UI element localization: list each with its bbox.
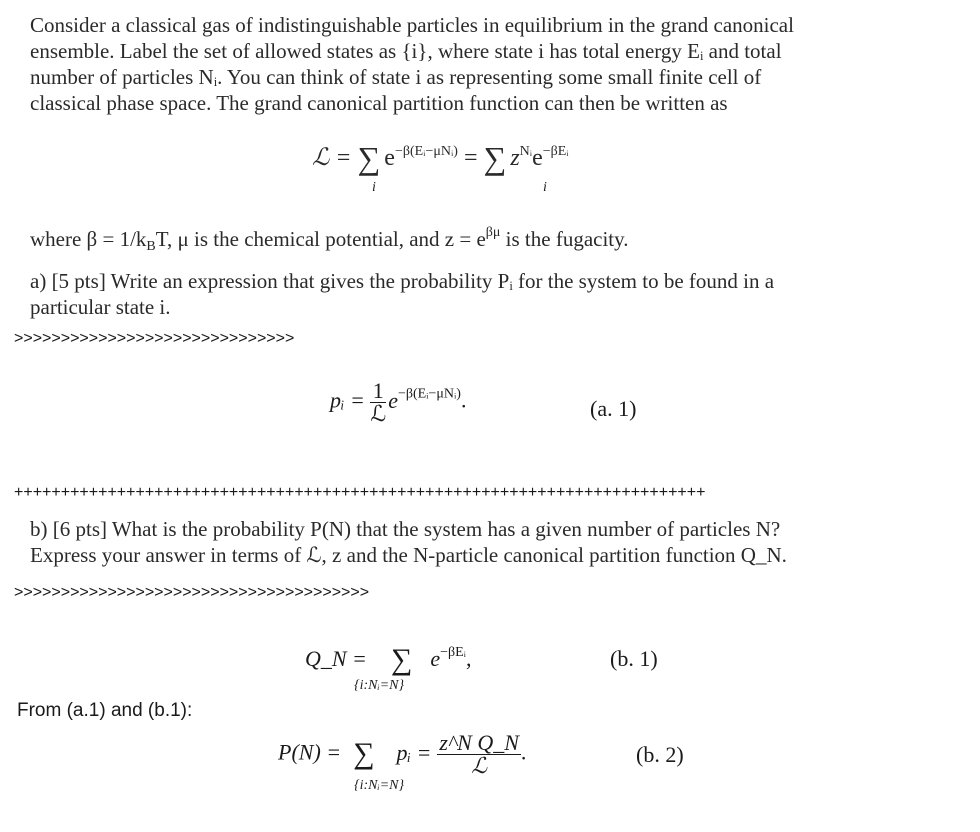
answer-b1-equation: Q_N = ∑ $e^{-\beta Eᵢ}$, (305, 643, 472, 676)
answer-b2-equation: P(N) = ∑ pᵢ = $\frac{\text{z\textasciicircum{}N Q\_N}}{\text{ℒ}}$ . (278, 730, 527, 778)
intro-line-4: classical phase space. The grand canonical partition function can then be written as (30, 91, 728, 115)
exp-base-2: e (532, 145, 543, 171)
question-b (30, 516, 945, 568)
intro-line-3: number of particles Nᵢ. You can think of state i as representing some small finite cell of (30, 65, 762, 89)
answer-b1-exp: −βEᵢ (440, 645, 466, 660)
answer-b2-term: pᵢ = (396, 739, 432, 765)
sum-symbol-3: ∑ (390, 643, 413, 676)
exp-ni: Nᵢ (519, 144, 533, 159)
separator-a: >>>>>>>>>>>>>>>>>>>>>>>>>>>>>> (14, 330, 295, 347)
separator-b: >>>>>>>>>>>>>>>>>>>>>>>>>>>>>>>>>>>>>> (14, 584, 370, 601)
sum-symbol-1: ∑ (357, 140, 381, 176)
partition-function-equation (312, 140, 569, 177)
equals-sign: = (457, 145, 484, 171)
label-a1: (a. 1) (590, 396, 637, 421)
question-a (30, 268, 945, 320)
answer-b2-lhs: P(N) = (278, 739, 342, 765)
intro-paragraph (30, 12, 945, 116)
sum-index-1: i (372, 180, 376, 195)
answer-a-equation: pᵢ = $\frac{1}{\text{ℒ}}$ $e^{-\beta(Eᵢ-\mu Nᵢ)}$. (330, 378, 467, 426)
sum-symbol-4: ∑ (353, 736, 375, 770)
sum-index-b1: {i:Nᵢ=N} (354, 678, 405, 693)
answer-a-exp-base: e (388, 387, 398, 413)
definitions-line: where β = 1/kBT, μ is the chemical potential, and $z = e^{\beta\mu}$ is the fugacity. (30, 225, 629, 254)
question-a-line-1: a) [5 pts] Write an expression that gives the probability Pᵢ for the system to be found in a (30, 269, 775, 293)
partition-lhs: ℒ = (312, 145, 358, 171)
fugacity-z: z (510, 145, 520, 171)
sum-index-2: i (543, 180, 547, 195)
label-b2: (b. 2) (636, 742, 684, 767)
question-a-line-2: particular state i. (30, 295, 171, 319)
answer-b1-exp-base: e (430, 646, 441, 671)
from-text: From (a.1) and (b.1): (17, 700, 193, 721)
question-b-line-2: Express your answer in terms of ℒ, z and the N-particle canonical partition function Q_N. (30, 543, 787, 567)
question-b-line-1: b) [6 pts] What is the probability P(N) that the system has a given number of particles N? (30, 517, 781, 541)
sum-symbol-2: ∑ (483, 140, 507, 176)
exp-1: −β(Eᵢ−μNᵢ) (394, 144, 458, 159)
answer-b1-lhs: Q_N = (305, 646, 367, 671)
answer-a-exp: −β(Eᵢ−μNᵢ) (397, 386, 461, 402)
answer-a-fraction: $\frac{1}{\text{ℒ}}$ (370, 378, 387, 426)
intro-line-2: ensemble. Label the set of allowed states as {i}, where state i has total energy Eᵢ and total (30, 39, 782, 63)
exp-base-1: e (384, 145, 395, 171)
exp-2: −βEᵢ (542, 144, 569, 159)
answer-a-lhs: pᵢ = (330, 387, 371, 413)
label-b1: (b. 1) (610, 646, 658, 671)
answer-b2-fraction: $\frac{\text{z\textasciicircum{}N Q\_N}}{\text{ℒ}}$ (439, 730, 519, 778)
separator-plus: ++++++++++++++++++++++++++++++++++++++++++++++++++++++++++++++++++++++++++ (14, 484, 706, 501)
sum-index-b2: {i:Nᵢ=N} (354, 778, 405, 793)
intro-line-1: Consider a classical gas of indistinguishable particles in equilibrium in the grand canonical (30, 13, 794, 37)
